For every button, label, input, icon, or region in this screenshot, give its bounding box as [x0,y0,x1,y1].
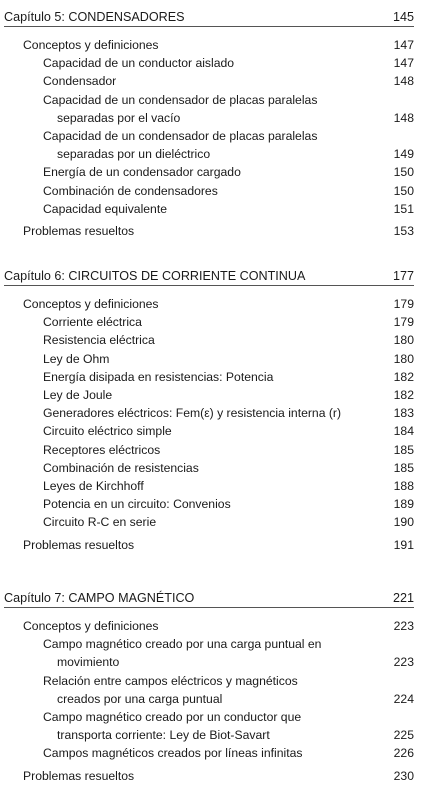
toc-entry-page-number: 182 [393,388,414,402]
toc-entry-text: Capacidad de un condensador de placas paralelas [43,92,318,107]
toc-entry-text: Receptores eléctricos [43,442,161,457]
toc-entry-text: Campo magnético creado por un conductor que [43,710,302,724]
toc-entry-continuation-text: creados por una carga puntual [57,691,223,706]
section-heading-text: Conceptos y definiciones [23,619,159,633]
chapter-heading-page-number: 177 [392,269,414,283]
toc-entry-page-number: 185 [393,460,414,475]
toc-entry-text: Resistencia eléctrica [43,333,155,348]
section-heading-page-number: 147 [393,38,414,52]
toc-entry-continuation-text: movimiento [57,655,120,670]
toc-entry-continuation-page-number: 225 [393,728,414,743]
chapter-divider [4,26,414,27]
problems-heading-page-number: 153 [393,224,414,238]
toc-entry-text: Campo magnético creado por una carga puntual en [43,637,322,652]
toc-entry-text: Ley de Joule [43,388,113,402]
toc-entry-continuation-text: transporta corriente: Ley de Biot-Savart [57,728,270,743]
toc-entry-text: Campos magnéticos creados por líneas infinitas [43,746,303,761]
toc-entry-page-number: 150 [393,183,414,198]
toc-entry-text: Combinación de resistencias [43,460,199,475]
toc-entry-text: Circuito R-C en serie [43,515,157,530]
chapter-heading-text: Capítulo 6: CIRCUITOS DE CORRIENTE CONTINUA [4,269,306,283]
toc-entry-continuation-page-number: 223 [393,655,414,670]
toc-entry-page-number: 183 [393,406,414,421]
toc-entry-continuation-page-number: 149 [393,147,414,162]
chapter-divider [4,285,414,286]
toc-entry-page-number: 189 [393,497,414,512]
chapter-heading-page-number: 145 [392,10,414,24]
toc-entry-page-number: 226 [393,746,414,761]
chapter-heading-text: Capítulo 5: CONDENSADORES [4,10,185,24]
toc-entry-text: Corriente eléctrica [43,315,142,330]
toc-entry-page-number: 184 [393,424,414,439]
problems-heading-page-number: 230 [393,768,414,783]
toc-entry-text: Capacidad equivalente [43,201,167,216]
section-heading-page-number: 179 [393,297,414,311]
toc-entry-page-number: 180 [393,333,414,348]
toc-entry-text: Energía disipada en resistencias: Potencia [43,369,274,384]
toc-entry-page-number: 150 [393,165,414,180]
toc-entry-page-number: 180 [393,351,414,366]
toc-entry-page-number: 182 [393,369,414,384]
toc-entry-page-number: 188 [393,479,414,493]
toc-entry-text: Relación entre campos eléctricos y magnéticos [43,673,298,688]
toc-entry-text: Generadores eléctricos: Fem(ε) y resistencia interna (r) [43,406,342,421]
toc-entry-page-number: 185 [393,442,414,457]
chapter-divider [4,607,414,608]
toc-entry-page-number: 148 [393,74,414,89]
toc-entry-text: Energía de un condensador cargado [43,165,241,180]
toc-entry-text: Circuito eléctrico simple [43,424,172,439]
section-heading-page-number: 223 [393,619,414,633]
toc-entry-text: Capacidad de un condensador de placas paralelas [43,129,318,143]
toc-entry-text: Combinación de condensadores [43,183,218,198]
toc-entry-text: Condensador [43,74,117,89]
toc-entry-page-number: 190 [393,515,414,530]
problems-heading-page-number: 191 [393,537,414,552]
toc-entry-text: Potencia en un circuito: Convenios [43,497,231,512]
toc-entry-continuation-text: separadas por el vacío [57,110,181,125]
problems-heading-text: Problemas resueltos [23,224,135,238]
toc-entry-continuation-page-number: 148 [393,110,414,125]
toc-entry-page-number: 151 [393,201,414,216]
section-heading-text: Conceptos y definiciones [23,297,159,311]
toc-entry-continuation-page-number: 224 [393,691,414,706]
problems-heading-text: Problemas resueltos [23,537,135,552]
toc-entry-text: Ley de Ohm [43,351,110,366]
toc-entry-page-number: 179 [393,315,414,330]
section-heading-text: Conceptos y definiciones [23,38,159,52]
toc-entry-text: Capacidad de un conductor aislado [43,56,235,71]
problems-heading-text: Problemas resueltos [23,768,135,783]
chapter-heading-page-number: 221 [392,591,414,605]
toc-entry-page-number: 147 [393,56,414,71]
toc-entry-continuation-text: separadas por un dieléctrico [57,147,211,162]
chapter-heading-text: Capítulo 7: CAMPO MAGNÉTICO [4,591,195,605]
toc-entry-text: Leyes de Kirchhoff [43,479,144,493]
